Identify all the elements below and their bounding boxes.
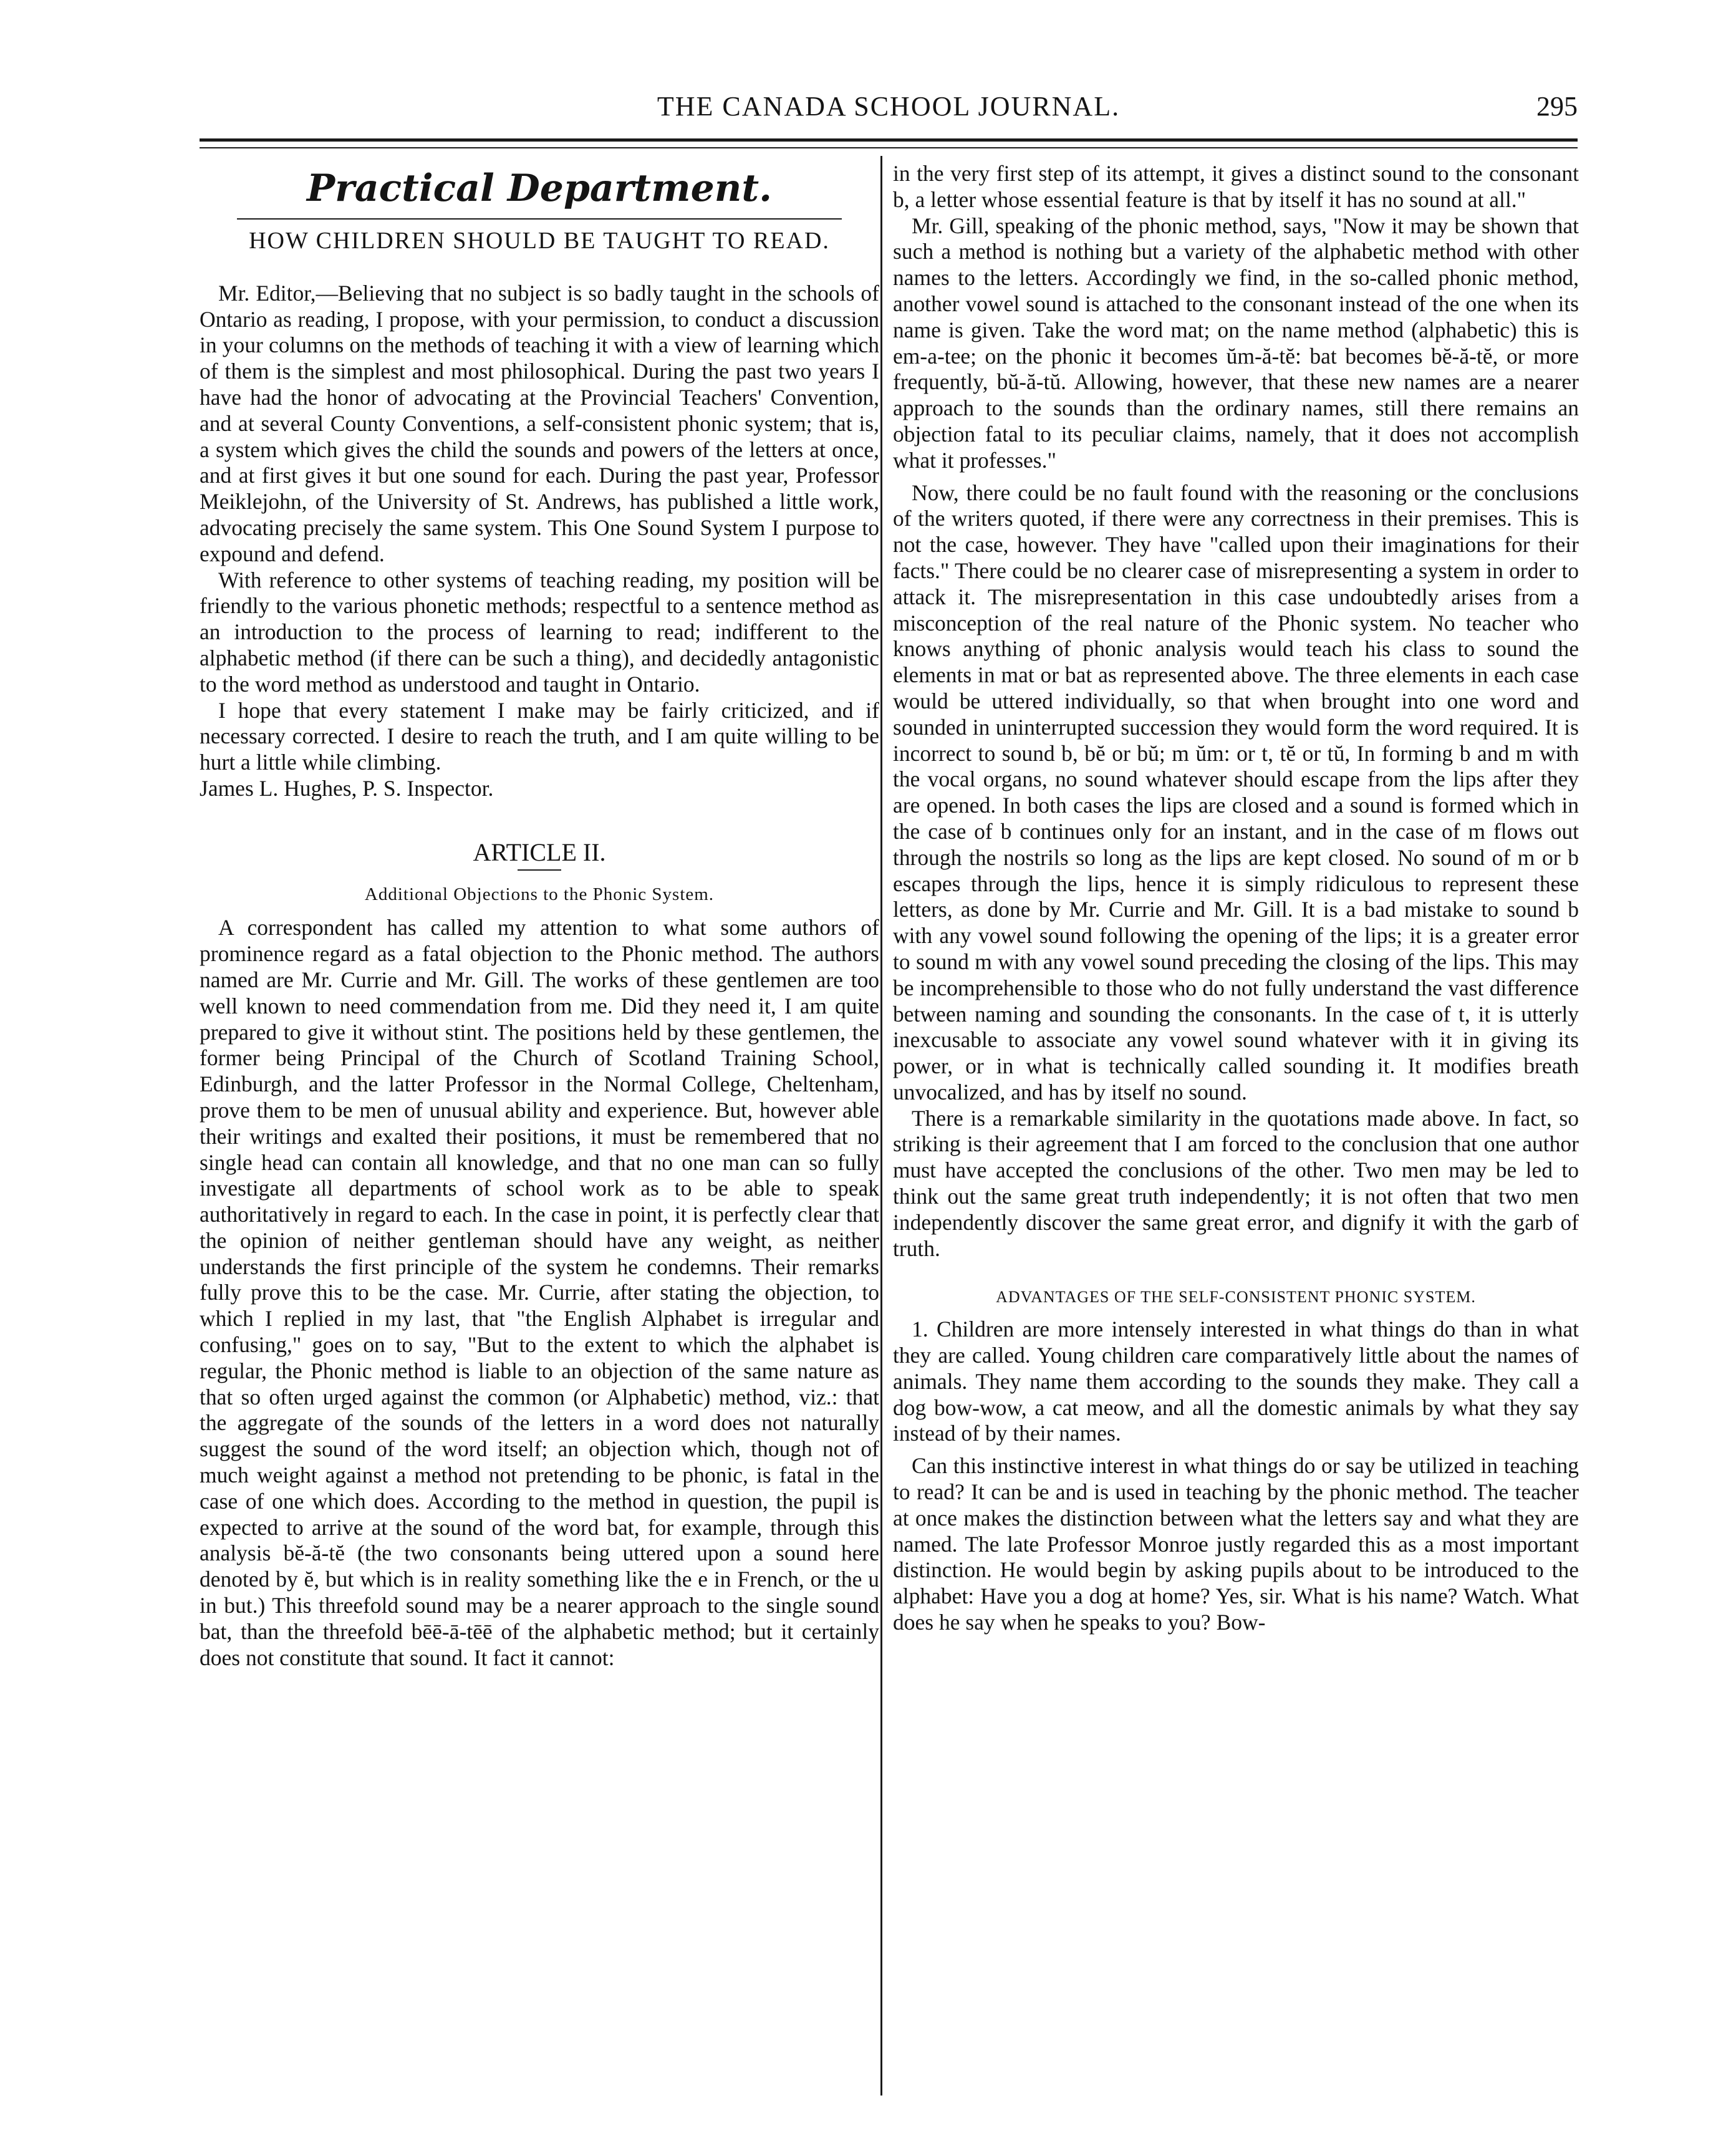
paragraph: I hope that every statement I make may be fairly criticized, and if necessary corrected. I desire to reach the truth, and I am quite willing to be hurt a little while climbing. [200, 697, 879, 775]
left-column [200, 161, 879, 1671]
paragraph: With reference to other systems of teaching reading, my position will be friendly to the various phonetic methods; respectful to a sentence method as an introduction to the process of learning to read; indifferent to the alphabetic method (if there can be such a thing), and decidedly antagonistic to the word method as understood and taught in Ontario. [200, 567, 879, 697]
department-title: Practical Department. [307, 167, 772, 210]
section-heading: ADVANTAGES OF THE SELF-CONSISTENT PHONIC SYSTEM. [996, 1288, 1476, 1307]
paragraph: Mr. Gill, speaking of the phonic method, says, "Now it may be shown that such a method is nothing but a variety of the alphabetic method with other names to the letters. Accordingly we find, in the so-called phonic method, another vowel sound is attached to the consonant instead of the one when its name is given. Take the word mat; on the name method (alphabetic) this is em-a-tee; on the phonic it becomes ŭm-ă-tĕ: bat becomes bĕ-ă-tĕ, or more frequently, bŭ-ă-tŭ. Allowing, however, that these new names are a nearer approach to the sounds than the ordinary names, still there remains an objection fatal to its peculiar claims, namely, that it does not accomplish what it professes." [893, 213, 1579, 473]
header-rule-thick [200, 138, 1578, 142]
running-header [200, 84, 1578, 129]
paragraph: Mr. Editor,—Believing that no subject is so badly taught in the schools of Ontario as reading, I propose, with your permission, to conduct a discussion in your columns on the methods of teaching it with a view of learning which of them is the simplest and most philosophical. During the past two years I have had the honor of advocating at the Provincial Teachers' Convention, and at several County Conventions, a self-consistent phonic system; that is, a system which gives the child the sounds and powers of the letters at once, and at first gives it but one sound for each. During the past year, Professor Meiklejohn, of the University of St. Andrews, has published a little work, advocating precisely the same system. This One Sound System I purpose to expound and defend. [200, 280, 879, 566]
department-rule [237, 218, 842, 220]
running-title: THE CANADA SCHOOL JOURNAL. [657, 91, 1121, 122]
paragraph: Now, there could be no fault found with the reasoning or the conclusions of the writers quoted, if there were any correctness in their premises. This is not the case, however. They have "called upon their imaginations for their facts." There could be no clearer case of misrepresenting a system in order to attack it. The misrepresentation in this case undoubtedly arises from a misconception of the real nature of the Phonic system. No teacher who knows anything of phonic analysis would teach his class to sound the elements in mat or bat as represented above. The three elements in each case would be uttered individually, so that when brought into one word and sounded in uninterrupted succession they would form the word required. It is incorrect to sound b, bĕ or bŭ; m ŭm: or t, tĕ or tŭ, In forming b and m with the vocal organs, no sound whatever should escape from the lips after they are opened. In both cases the lips are closed and a sound is formed which in the case of b continues only for an instant, and in the case of m flows out through the nostrils so long as the lips are kept closed. No sound of m or b escapes through the lips, hence it is simply ridiculous to represent these letters, as done by Mr. Currie and Mr. Gill. It is a bad mistake to sound b with any vowel sound following the opening of the lips; it is a greater error to sound m with any vowel sound preceding the closing of the lips. This may be incomprehensible to those who do not fully understand the vast difference between naming and sounding the consonants. In the case of t, it is utterly inexcusable to associate any vowel sound whatever with it in giving its power, or in what is technically called sounding it. It modifies breath unvocalized, and has by itself no sound. [893, 480, 1579, 1105]
paragraph: There is a remarkable similarity in the quotations made above. In fact, so striking is their agreement that I am forced to the conclusion that one author must have accepted the conclusions of the other. Two men may be led to think out the same great truth independently; it is not often that two men independently discover the same great error, and dignify it with the garb of truth. [893, 1105, 1579, 1261]
article-subheading: Additional Objections to the Phonic System. [364, 884, 715, 904]
paragraph: 1. Children are more intensely interested in what things do than in what they are called. Young children care comparatively little about the names of animals. They name them according to the sounds they make. They call a dog bow-wow, a cat meow, and all the domestic animals by what they say instead of by their names. [893, 1317, 1579, 1446]
article-heading: ARTICLE II. [473, 838, 606, 866]
article-heading: HOW CHILDREN SHOULD BE TAUGHT TO READ. [249, 228, 830, 254]
paragraph: in the very first step of its attempt, it gives a distinct sound to the consonant b, a letter whose essential feature is that by itself it has no sound at all." [893, 161, 1579, 212]
article-rule [518, 869, 561, 871]
header-rule-thin [200, 147, 1578, 148]
page-number: 295 [1536, 91, 1578, 122]
column-divider [880, 156, 882, 2096]
right-column [893, 161, 1579, 1636]
signature: James L. Hughes, P. S. Inspector. [200, 775, 494, 801]
paragraph: Can this instinctive interest in what things do or say be utilized in teaching to read? It can be and is used in teaching by the phonic method. The teacher at once makes the distinction between what the letters say and what they are named. The late Professor Monroe justly regarded this as a most important distinction. He would begin by asking pupils about to be introduced to the alphabet: Have you a dog at home? Yes, sir. What is his name? Watch. What does he say when he speaks to you? Bow- [893, 1453, 1579, 1635]
paragraph: A correspondent has called my attention to what some authors of prominence regard as a fatal objection to the Phonic method. The authors named are Mr. Currie and Mr. Gill. The works of these gentlemen are too well known to need commendation from me. Did they need it, I am quite prepared to give it without stint. The positions held by these gentlemen, the former being Principal of the Church of Scotland Training School, Edinburgh, and the latter Professor in the Normal College, Cheltenham, prove them to be men of unusual ability and experience. But, however able their writings and exalted their positions, it must be remembered that no single head can contain all knowledge, and that no one man can so fully investigate all departments of school work as to be able to speak authoritatively in regard to each. In the case in point, it is perfectly clear that the opinion of neither gentleman should have any weight, as neither understands the first principle of the system he condemns. Their remarks fully prove this to be the case. Mr. Currie, after stating the objection, to which I replied in my last, that "the English Alphabet is irregular and confusing," goes on to say, "But to the extent to which the alphabet is regular, the Phonic method is liable to an objection of the same nature as that so often urged against the common (or Alphabetic) method, viz.: that the aggregate of the sounds of the letters in a word does not naturally suggest the sound of the word itself; an objection which, though not of much weight against a method not pretending to be phonic, is fatal in the case of one which does. According to the method in question, the pupil is expected to arrive at the sound of the word bat, for example, through this analysis bĕ-ă-tĕ (the two consonants being uttered upon a sound here denoted by ĕ, but which is in reality something like the e in French, or the u in but.) This threefold sound may be a nearer approach to the single sound bat, than the threefold bēē-ā-tēē of the alphabetic method; but it certainly does not constitute that sound. It fact it cannot: [200, 915, 879, 1670]
